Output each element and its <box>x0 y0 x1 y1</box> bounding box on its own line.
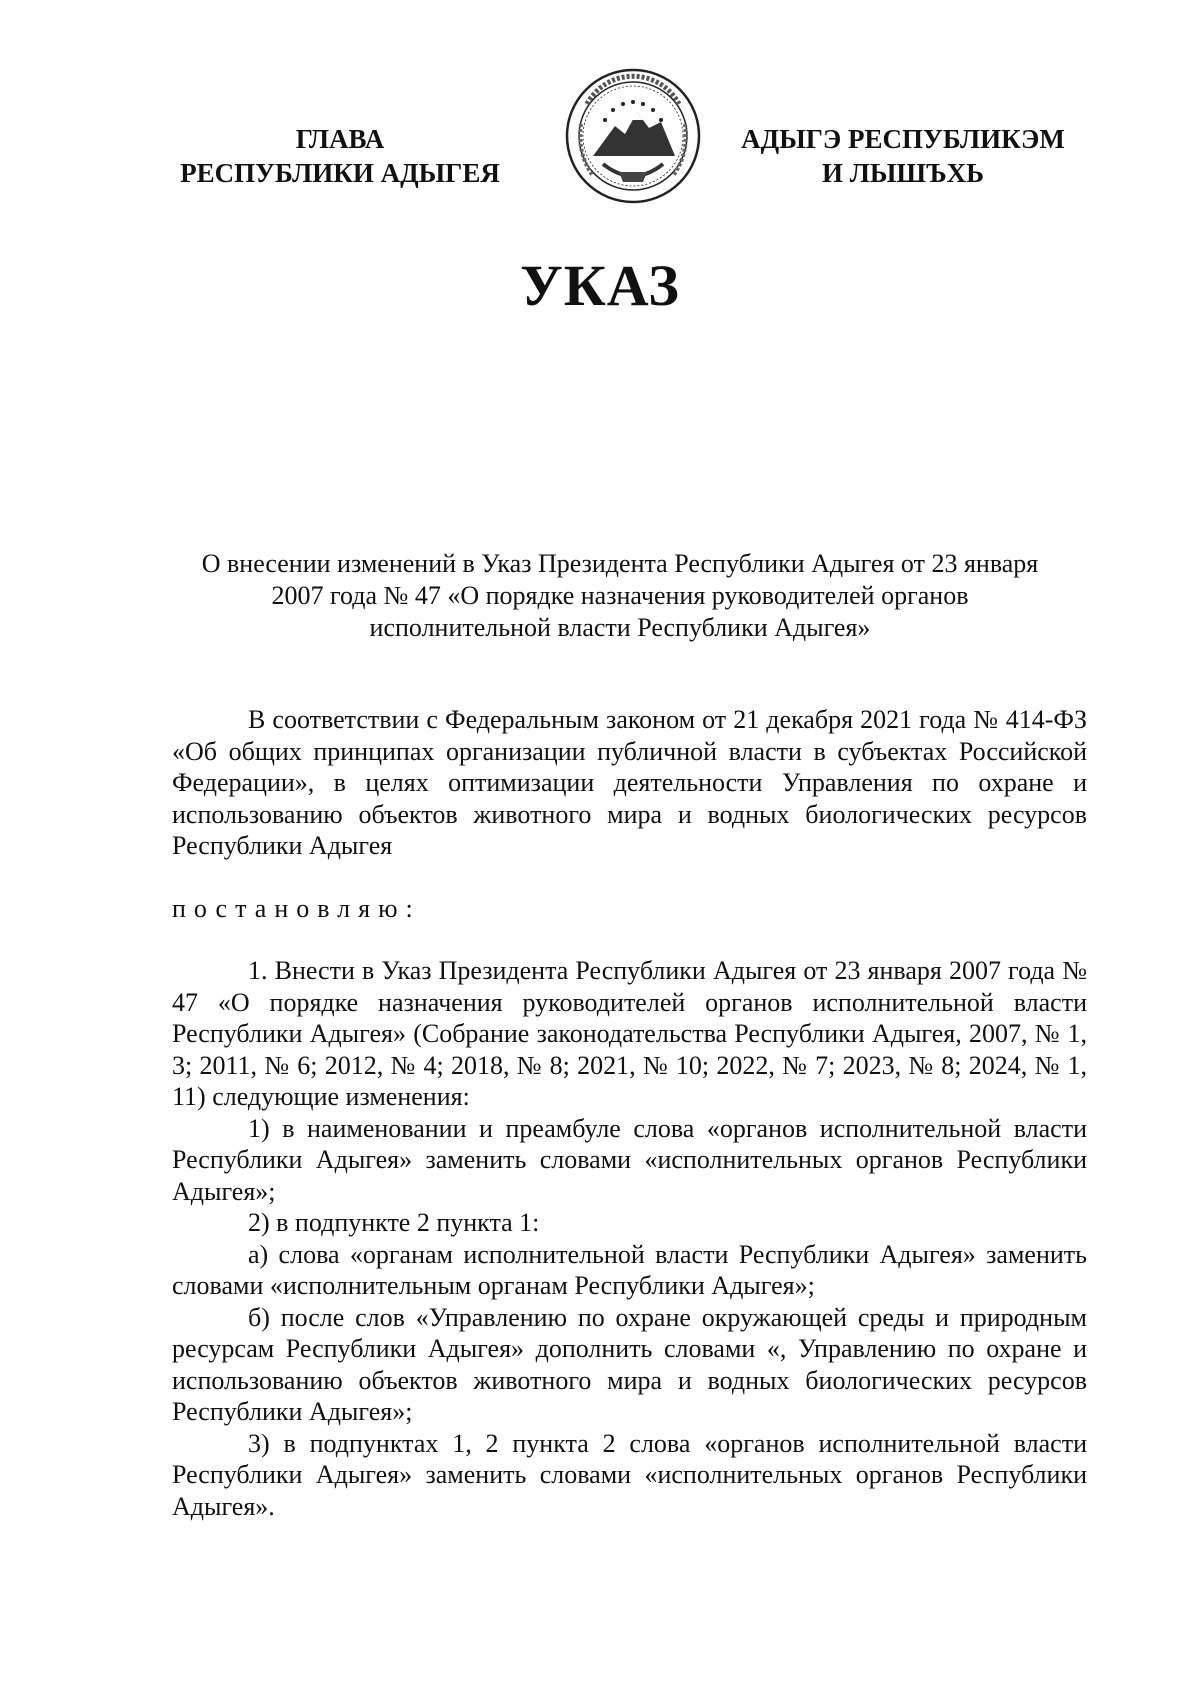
header-left-line2: РЕСПУБЛИКИ АДЫГЕЯ <box>180 158 500 188</box>
decree-word: постановляю: <box>172 893 421 923</box>
document-subject <box>160 548 1080 644</box>
document-title: УКАЗ <box>520 253 680 318</box>
header-left-line1: ГЛАВА <box>295 124 385 154</box>
subitem-2b-paragraph: б) после слов «Управлению по охране окружающей среды и природным ресурсам Республики Адыгея» дополнить словами «, Управлению по охране и использованию объектов животного мира и водных биологических ресурсов Республики Адыгея»; <box>172 1302 1087 1426</box>
header-left <box>150 122 530 190</box>
document-body <box>172 704 1087 1522</box>
subitem-2-paragraph: 2) в подпункте 2 пункта 1: <box>248 1208 540 1237</box>
item-1-paragraph: 1. Внести в Указ Президента Республики Адыгея от 23 января 2007 года № 47 «О порядке назначения руководителей органов исполнительной власти Республики Адыгея» (Собрание законодательства Республики Адыгея, 2007, № 1, 3; 2011, № 6; 2012, № 4; 2018, № 8; 2021, № 10; 2022, № 7; 2023, № 8; 2024, № 1, 11) следующие изменения: <box>172 956 1087 1111</box>
subject-line1: О внесении изменений в Указ Президента Республики Адыгея от 23 января <box>201 549 1039 578</box>
header-right-line1: АДЫГЭ РЕСПУБЛИКЭМ <box>741 124 1065 154</box>
preamble-paragraph: В соответствии с Федеральным законом от 21 декабря 2021 года № 414-ФЗ «Об общих принципах организации публичной власти в субъектах Российской Федерации», в целях оптимизации деятельности Управления по охране и использованию объектов животного мира и водных биологических ресурсов Республики Адыгея <box>172 705 1087 860</box>
subject-line3: исполнительной власти Республики Адыгея» <box>369 613 871 642</box>
subitem-1-paragraph: 1) в наименовании и преамбуле слова «органов исполнительной власти Республики Адыгея» заменить словами «исполнительных органов Республики Адыгея»; <box>172 1113 1087 1206</box>
header-right <box>708 122 1098 190</box>
subject-line2: 2007 года № 47 «О порядке назначения руководителей органов <box>271 581 969 610</box>
coat-of-arms-icon <box>563 64 703 209</box>
header-right-line2: И ЛЫШЪХЬ <box>821 158 985 188</box>
subitem-2a-paragraph: а) слова «органам исполнительной власти Республики Адыгея» заменить словами «исполнительным органам Республики Адыгея»; <box>172 1239 1087 1300</box>
subitem-3-paragraph: 3) в подпунктах 1, 2 пункта 2 слова «органов исполнительной власти Республики Адыгея» заменить словами «исполнительных органов Республики Адыгея». <box>172 1428 1087 1521</box>
